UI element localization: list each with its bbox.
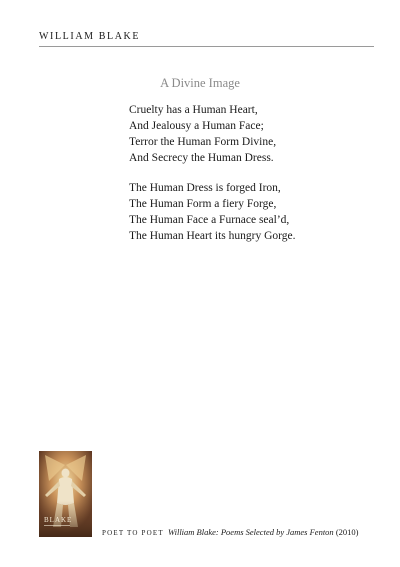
poem-line: And Jealousy a Human Face;	[129, 120, 264, 132]
citation	[102, 527, 358, 537]
poem-line: The Human Face a Furnace seal’d,	[129, 214, 290, 226]
cover-label: BLAKE	[44, 516, 73, 524]
stanza	[129, 102, 369, 166]
poem-title: A Divine Image	[160, 76, 240, 90]
poem-line: And Secrecy the Human Dress.	[129, 152, 274, 164]
page-header	[39, 31, 374, 47]
editor-name: James Fenton	[286, 527, 334, 537]
poem-line: The Human Dress is forged Iron,	[129, 182, 281, 194]
stanza	[129, 180, 369, 244]
poem-line: Terror the Human Form Divine,	[129, 136, 277, 148]
book-cover-art	[39, 451, 92, 537]
series-name: POET TO POET	[102, 529, 164, 537]
author-name: WILLIAM BLAKE	[39, 31, 141, 42]
poem-line: Cruelty has a Human Heart,	[129, 104, 258, 116]
publication-year: (2010)	[335, 527, 359, 537]
cover-figure-head	[62, 469, 70, 478]
poem-line: The Human Form a fiery Forge,	[129, 198, 277, 210]
cover-rule	[44, 525, 70, 526]
poem-line: The Human Heart its hungry Gorge.	[129, 230, 296, 242]
book-cover-image	[39, 451, 92, 537]
book-title: William Blake: Poems Selected by	[167, 527, 285, 537]
cover-figure-body	[57, 477, 74, 505]
poem-body	[129, 102, 369, 258]
